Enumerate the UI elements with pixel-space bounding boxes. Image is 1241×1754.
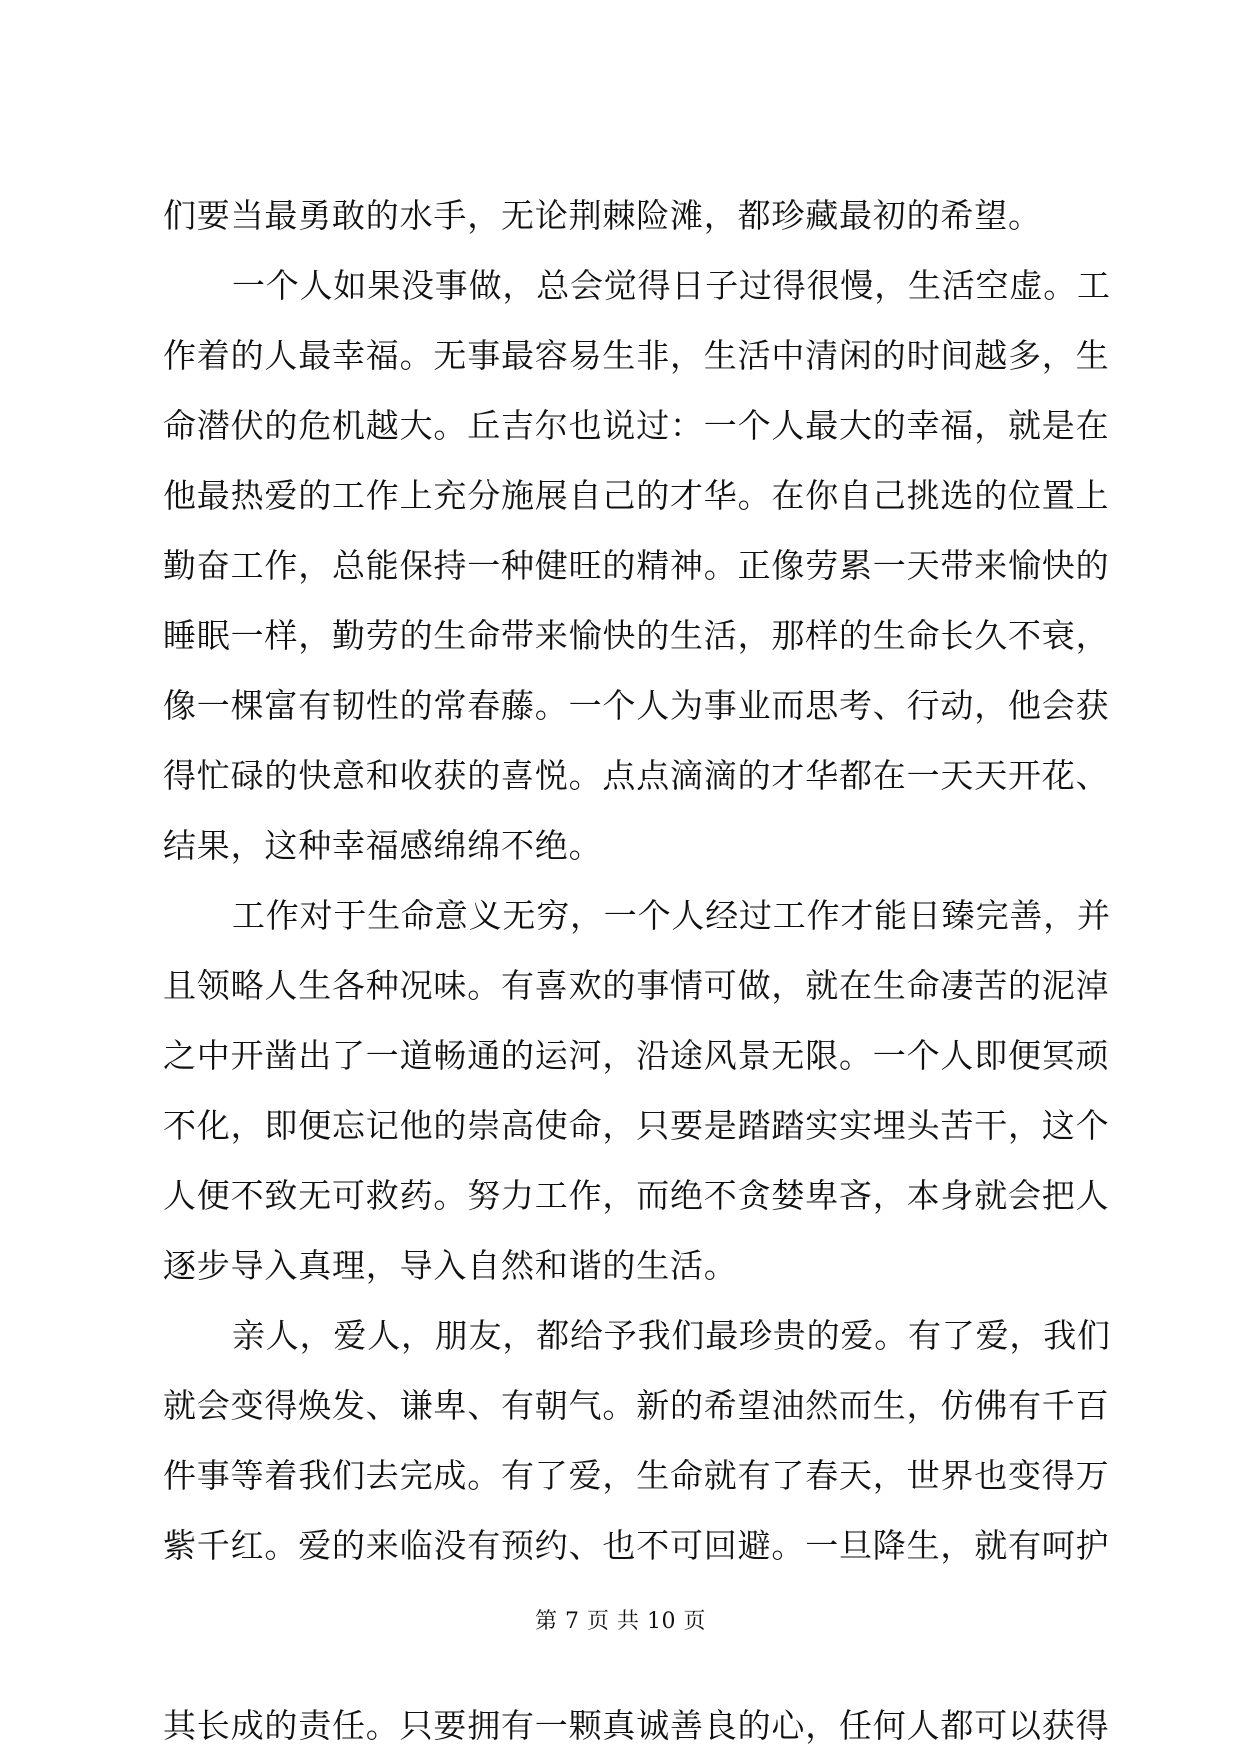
text-line: 他最热爱的工作上充分施展自己的才华。在你自己挑选的位置上: [163, 476, 1110, 515]
text-line: 人便不致无可救药。努力工作，而绝不贪婪卑吝，本身就会把人: [163, 1176, 1110, 1215]
text-line: 像一棵富有韧性的常春藤。一个人为事业而思考、行动，他会获: [163, 686, 1110, 725]
text-line: 逐步导入真理，导入自然和谐的生活。: [163, 1246, 738, 1285]
page-number-footer: 第 7 页 共 10 页: [535, 1609, 706, 1634]
text-line: 睡眠一样，勤劳的生命带来愉快的生活，那样的生命长久不衰，: [163, 616, 1110, 655]
text-line: 其长成的责任。只要拥有一颗真诚善良的心，任何人都可以获得: [163, 1705, 1110, 1745]
text-line: 得忙碌的快意和收获的喜悦。点点滴滴的才华都在一天天开花、: [163, 756, 1110, 795]
text-line: 命潜伏的危机越大。丘吉尔也说过：一个人最大的幸福，就是在: [163, 406, 1110, 445]
text-line: 件事等着我们去完成。有了爱，生命就有了春天，世界也变得万: [163, 1456, 1110, 1495]
text-line: 紫千红。爱的来临没有预约、也不可回避。一旦降生，就有呵护: [163, 1526, 1110, 1565]
text-line: 就会变得焕发、谦卑、有朝气。新的希望油然而生，仿佛有千百: [163, 1386, 1110, 1425]
text-line: 勤奋工作，总能保持一种健旺的精神。正像劳累一天带来愉快的: [163, 546, 1110, 585]
text-line: 们要当最勇敢的水手，无论荆棘险滩，都珍藏最初的希望。: [163, 196, 1042, 235]
text-line: 工作对于生命意义无穷，一个人经过工作才能日臻完善，并: [232, 896, 1111, 935]
text-line: 一个人如果没事做，总会觉得日子过得很慢，生活空虚。工: [232, 266, 1111, 305]
text-line: 之中开凿出了一道畅通的运河，沿途风景无限。一个人即便冥顽: [163, 1036, 1110, 1075]
text-line: 结果，这种幸福感绵绵不绝。: [163, 826, 603, 865]
text-line: 不化，即便忘记他的崇高使命，只要是踏踏实实埋头苦干，这个: [163, 1106, 1110, 1145]
text-line: 亲人，爱人，朋友，都给予我们最珍贵的爱。有了爱，我们: [232, 1316, 1111, 1355]
text-line: 且领略人生各种况味。有喜欢的事情可做，就在生命凄苦的泥淖: [163, 966, 1110, 1005]
text-line: 作着的人最幸福。无事最容易生非，生活中清闲的时间越多，生: [163, 336, 1110, 375]
